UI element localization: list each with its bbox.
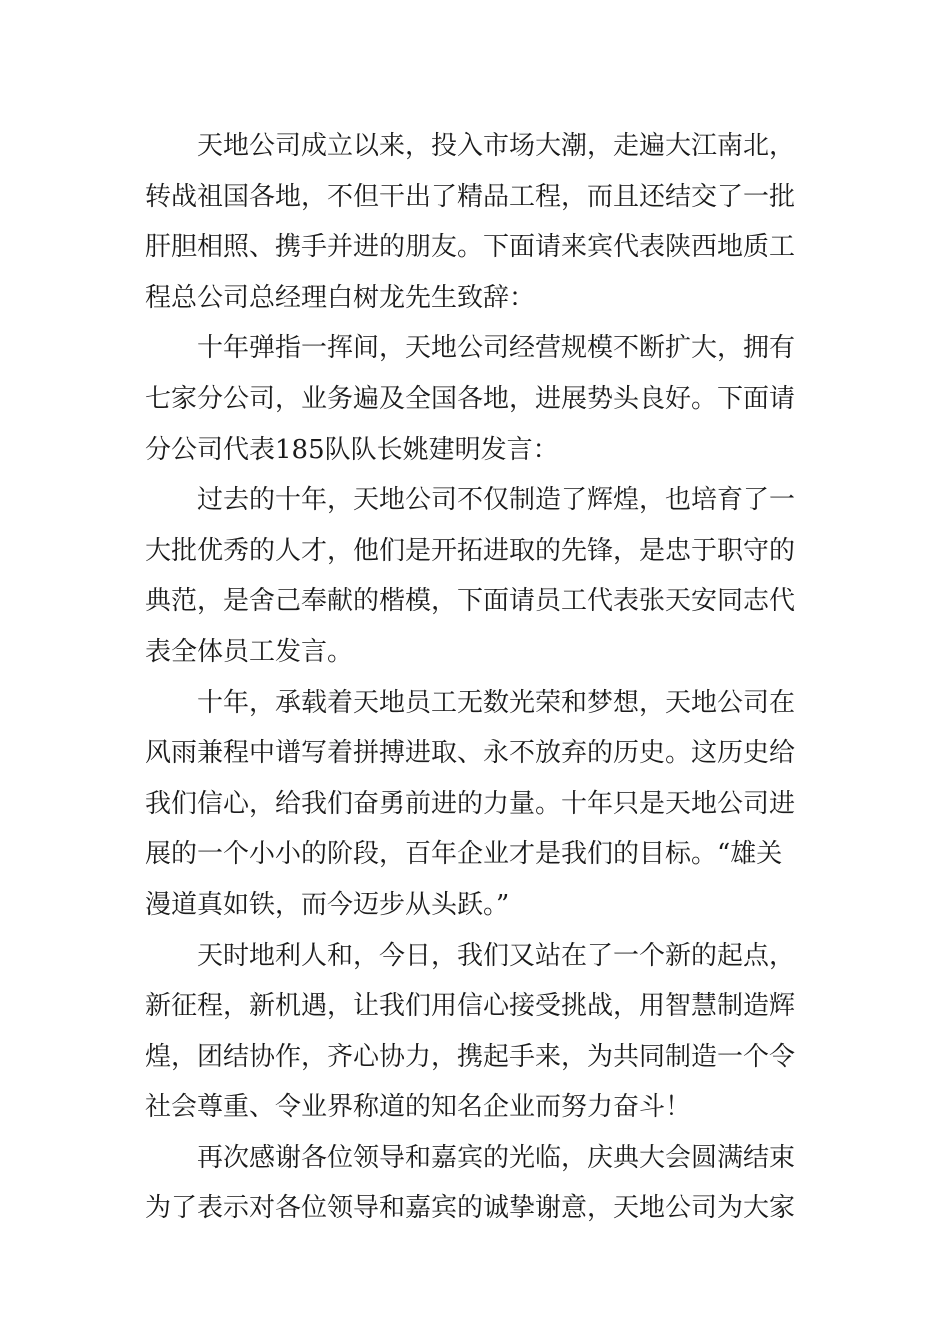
text-line: 展的一个小小的阶段，百年企业才是我们的目标。“雄关 bbox=[145, 839, 783, 870]
paragraph-2 bbox=[145, 323, 805, 475]
text-line: 分公司代表185队队长姚建明发言： bbox=[145, 434, 559, 465]
text-line: 大批优秀的人才，他们是开拓进取的先锋，是忠于职守的 bbox=[145, 535, 796, 566]
text-line: 肝胆相照、携手并进的朋友。下面请来宾代表陕西地质工 bbox=[145, 232, 796, 263]
text-line: 漫道真如铁，而今迈步从头跃。” bbox=[145, 889, 510, 920]
text-line: 风雨兼程中谱写着拼搏进取、永不放弃的历史。这历史给 bbox=[145, 738, 796, 769]
text-line: 过去的十年，天地公司不仅制造了辉煌，也培育了一 bbox=[197, 485, 796, 516]
text-line: 表全体员工发言。 bbox=[145, 636, 354, 667]
text-line: 再次感谢各位领导和嘉宾的光临，庆典大会圆满结束 bbox=[197, 1142, 796, 1173]
text-line: 天地公司成立以来，投入市场大潮，走遍大江南北， bbox=[197, 131, 796, 161]
text-line: 十年，承载着天地员工无数光荣和梦想，天地公司在 bbox=[197, 687, 796, 718]
text-line: 典范，是舍己奉献的楷模，下面请员工代表张天安同志代 bbox=[145, 586, 796, 617]
text-line: 煌，团结协作，齐心协力，携起手来，为共同制造一个令 bbox=[145, 1041, 796, 1072]
document-body bbox=[145, 121, 805, 1234]
text-line: 程总公司总经理白树龙先生致辞： bbox=[145, 282, 536, 313]
text-line: 我们信心，给我们奋勇前进的力量。十年只是天地公司进 bbox=[145, 788, 796, 819]
text-line: 十年弹指一挥间，天地公司经营规模不断扩大，拥有 bbox=[197, 333, 796, 364]
text-line: 转战祖国各地，不但干出了精品工程，而且还结交了一批 bbox=[145, 181, 796, 212]
text-line: 天时地利人和，今日，我们又站在了一个新的起点， bbox=[197, 940, 796, 971]
text-line: 七家分公司，业务遍及全国各地，进展势头良好。下面请 bbox=[145, 383, 796, 414]
paragraph-6 bbox=[145, 1133, 805, 1234]
paragraph-5 bbox=[145, 931, 805, 1133]
paragraph-1 bbox=[145, 121, 805, 323]
text-line: 为了表示对各位领导和嘉宾的诚挚谢意，天地公司为大家 bbox=[145, 1193, 796, 1224]
paragraph-4 bbox=[145, 678, 805, 931]
paragraph-3 bbox=[145, 475, 805, 677]
text-line: 新征程，新机遇，让我们用信心接受挑战，用智慧制造辉 bbox=[145, 991, 796, 1022]
text-line: 社会尊重、令业界称道的知名企业而努力奋斗！ bbox=[145, 1092, 692, 1123]
